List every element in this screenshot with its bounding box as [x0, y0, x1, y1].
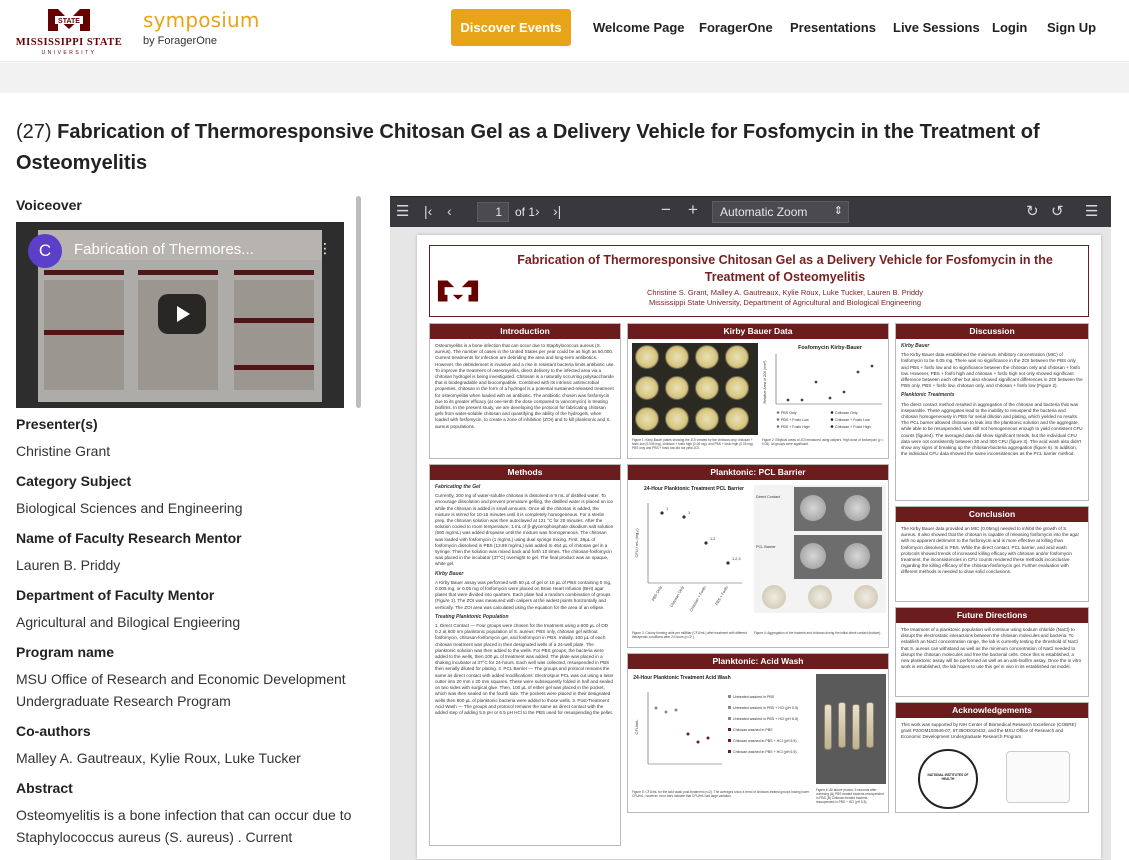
- acid-point: [697, 741, 700, 744]
- acid-legend-label: Untreated washed in PBS: [733, 695, 775, 699]
- agar-plate: [725, 345, 749, 369]
- kirby-legend-marker: [777, 425, 780, 428]
- acid-legend-marker: [728, 695, 731, 698]
- section-body: [896, 623, 1088, 677]
- acid-point: [687, 733, 690, 736]
- coauthors-label: Co-authors: [16, 723, 91, 739]
- acid-legend-label: Untreated washed in PBS + HCl (pH 6.5): [733, 717, 799, 721]
- zoom-in-icon[interactable]: +: [688, 200, 698, 219]
- category-label: Category Subject: [16, 473, 132, 489]
- agar-plate: [725, 407, 749, 431]
- agar-plate: [695, 376, 719, 400]
- abstract-label: Abstract: [16, 780, 73, 796]
- poster-section-kirby-bauer: [627, 323, 889, 459]
- kirby-legend-marker: [831, 418, 834, 421]
- pcl-barrier-photo: [794, 535, 882, 579]
- section-heading: Future Directions: [896, 608, 1088, 623]
- nav-live-sessions[interactable]: Live Sessions: [893, 20, 980, 35]
- department-value: Agricultural and Bilogical Engieering: [16, 614, 241, 630]
- pcl-point: [726, 561, 729, 564]
- cobre-logo-icon: [1006, 751, 1070, 803]
- presentation-number: (27): [16, 121, 52, 143]
- rotate-clockwise-icon[interactable]: ↻: [1026, 203, 1039, 220]
- acid-legend: [728, 695, 798, 754]
- methods-text: A Kirby Bauer assay was performed with 50 µL of gel or 10 µL of PBS containing 0 mg, 0.005 mg, or 0.05 mg of fosfomycin were placed on Brain Heart Infusion (BHI) agar plates that were divided into quarters. Each plate had a random combination of groups (Figure 1). The ZOI was measured with calipers at the widest points horizontally and vertically. The ZOI area was calculated using the equation for the area of an ellipse.: [435, 579, 612, 610]
- msu-m-icon: [46, 7, 92, 33]
- pcl-x-tick-label: Chitosan + Fosfo: [688, 585, 707, 613]
- pcl-significance-letter: 1: [666, 507, 669, 511]
- kirby-figure-2-caption: Figure 2: Elliptical areas of ZOI measured using calipers. High dose of fosfomycin (p < 0.05). All groups were significant.: [762, 438, 884, 447]
- poster-title-box: [429, 245, 1089, 317]
- kirby-point: [871, 365, 874, 368]
- pcl-figure-4-caption: Figure 4: Aggregation of the bacteria and chitosan during the initial direct contact (bottom).: [754, 631, 882, 635]
- kirby-point: [801, 399, 804, 402]
- section-heading: Methods: [430, 465, 620, 480]
- kirby-point: [815, 381, 818, 384]
- program-value: MSU Office of Research and Economic Development Undergraduate Research Program: [16, 671, 346, 709]
- section-heading: Planktonic: Acid Wash: [628, 654, 888, 669]
- zoom-select[interactable]: Automatic Zoom ⇕: [712, 201, 849, 223]
- pcl-x-tick-label: PBS Only: [651, 585, 663, 602]
- discussion-text: The direct contact method resulted in aggregation of the chitosan and bacteria that was inseparable. These aggregates lead to the inability to resuspend the bacteria and chitosan homogeneously in PBS for serial dilution and plating, which yielded no results. The PCL barrier allowed chitosan to leak into the planktonic solution and the aggregate, while able to be resuspended, was still not homogeneous enough to yield consistent CFU counts (figure4). The averaged data did show significant trends, but the individual CFU data were not consistently between 30 and 300 CFU (figure 3). The acid wash also didn't show any signs of breaking up the chitosan-bacteria aggregation (figure 6). In addition, the individual CFU data showed the same inconsistencies as the PCL barrier method.: [901, 401, 1083, 457]
- kirby-legend-marker: [777, 411, 780, 414]
- section-body: [896, 718, 1088, 748]
- pcl-point: [660, 511, 663, 514]
- poster-section-conclusion: [895, 506, 1089, 602]
- pcl-photos: [754, 485, 886, 613]
- nav-presentations[interactable]: Presentations: [790, 20, 876, 35]
- acid-point: [655, 707, 658, 710]
- discussion-text: The Kirby Bauer data established the minimum inhibitory concentration (MIC) of fosfomycin to be 0.05 mg. There was no significance in the ZOI between the PBS only and PBS + fosfo low and no significance between the chitosan only and chitosan + fosfo low. However, PBS + fosfo high and chitosan + fosfo high not only showed significant difference between each other but also showed significant differences in ZOI between the PBS only, PBS + fosfo low, chitosan only, and chitosan + fosfo low (Figure 2).: [901, 352, 1083, 389]
- tube-photo: [852, 704, 860, 750]
- first-page-icon[interactable]: |‹: [424, 203, 433, 219]
- pcl-point: [682, 515, 685, 518]
- acid-legend-marker: [728, 717, 731, 720]
- poster-author-list: Christine S. Grant, Malley A. Gautreaux, Kylie Roux, Luke Tucker, Lauren B. Priddy: [647, 288, 923, 297]
- sidebar-toggle-icon[interactable]: ☰: [396, 203, 410, 220]
- kirby-figure-1-caption: Figure 1: Kirby-Bauer plates showing the ZOI created by the chitosan-only, chitosan + fosfo low (0.005 mg), chitosan + fosfo high (0.05 mg), and PBS + fosfo high (0.05 mg). PBS only and PBS + fosfo low did not yield ZOI.: [632, 438, 754, 451]
- header-band: [0, 63, 1129, 93]
- discussion-subheading: Planktonic Treatments: [901, 392, 955, 399]
- pcl-xlabels: [651, 585, 729, 612]
- acid-point: [675, 709, 678, 712]
- well-photo: [800, 495, 826, 521]
- presentation-title-text: Fabrication of Thermoresponsive Chitosan Gel as a Delivery Vehicle for Fosfomycin in the Treatment of Osteomyelitis: [16, 121, 1040, 174]
- play-button-icon[interactable]: [158, 294, 206, 334]
- tube-photo: [824, 704, 832, 750]
- presentation-title: [16, 117, 1111, 179]
- methods-subheading: Fabricating the Gel: [435, 484, 481, 490]
- pdf-page: [417, 235, 1101, 859]
- conclusion-text: The Kirby Bauer data provided an MIC (0.05mg) needed to inhibit the growth of S. aureus. It also showed that the chitosan is capable of releasing fosfomycin into the agar with no apparent detriment to the fosfomycin and is more effective at killing than fosfomycin dissolved in PBS. While the direct contact, PCL barrier, and acid wash protocols showed trends of increased killing efficacy with chitosan and/or fosfomycin treatment, the inconsistencies in CFU counts rendered these methods inconclusive regarding the killing efficacy of the chitosan-fosfomycin gel. Further evaluation with different methods is needed to draw solid conclusions.: [901, 526, 1079, 575]
- poster-affiliation: Mississippi State University, Department of Agricultural and Biological Engineering: [648, 298, 922, 307]
- nih-logo-icon: [918, 749, 978, 809]
- abstract-value: Osteomyelitis is a bone infection that can occur due to Staphylococcus aureus (S. aureus) . Current: [16, 807, 352, 845]
- pcl-x-tick-label: PBS + Fosfo: [714, 585, 729, 607]
- acid-legend-marker: [728, 728, 731, 731]
- agar-plate: [725, 376, 749, 400]
- coauthors-value: Malley A. Gautreaux, Kylie Roux, Luke Tucker: [16, 750, 301, 766]
- acid-chart-ylabel: CFU/mL: [634, 719, 639, 735]
- tools-menu-icon[interactable]: ☰: [1085, 203, 1099, 220]
- pcl-significance-letter: 1: [688, 511, 691, 515]
- acid-chart-title: 24-Hour Planktonic Treatment Acid Wash: [633, 675, 731, 681]
- poster-section-methods: [429, 464, 621, 846]
- poster-section-introduction: [429, 323, 621, 459]
- acid-wash-chart: [632, 672, 812, 788]
- kirby-chart-ylabel: Relative Area of ZOI (mm²): [763, 360, 767, 404]
- acid-legend-label: Untreated washed in PBS + HCl (pH 5.5): [733, 706, 799, 710]
- previous-page-icon[interactable]: ‹: [447, 203, 452, 219]
- logo-mark-text: STATE: [58, 18, 80, 25]
- presenters-value: Christine Grant: [16, 443, 111, 459]
- acid-legend-label: Chitosan washed in PBS + HCl (pH 6.5): [733, 750, 797, 754]
- site-header: [0, 0, 1129, 62]
- methods-text: 1. Direct Contact — Four groups were chosen for the treatment using a 600 µL of OD 0.2 at 600 nm planktonic population of S. aureus: PBS only, chitosan gel without fosfomycin, chitosan-fosfomycin gel, and fosfomycin in PBS. Initially, 100 µL of each chitosan treatment was placed in their designated wells of a 24-well plate. The planktonic solution was then added to the wells. For PBS groups, the bacteria were added to the wells, then 100 µL of treatment was added. The plate was placed in a shaking incubator at 37°C for 24-hours. Each well was collected, resuspended in PBS then serially diluted for plating. 2. PCL Barrier — The groups and protocol remains the same as direct contact with added modifications: Electrospun PCL was cut using a laser cutter into 20 mm x 20 mm squares. These were subsequently folded in half and sealed on two sides with surgical glue. Then, 100 µL of either gel was placed in the pocket, which was then sealed on the fourth side. The pockets were placed in their designated wells then 600 µL of planktonic bacteria were added to those wells. 3. Post-Treatment Acid Wash — The groups and protocol remains the same as direct contact with the added step of adding 5.5 pH or 6.5 pH HCl to the PBS used for resuspending the pellet.: [435, 623, 614, 715]
- left-panel-scrollbar[interactable]: [356, 196, 361, 408]
- zoom-out-icon[interactable]: −: [661, 200, 671, 219]
- kirby-point: [829, 397, 832, 400]
- nav-foragerone[interactable]: ForagerOne: [699, 20, 773, 35]
- brand-name: symposium: [143, 8, 260, 32]
- tube-photo: [838, 702, 846, 748]
- kirby-legend-marker: [831, 425, 834, 428]
- pcl-point: [704, 541, 707, 544]
- acid-legend-marker: [728, 739, 731, 742]
- agar-plate: [695, 345, 719, 369]
- agar-plate: [635, 345, 659, 369]
- acid-legend-label: Chitosan washed in PBS + HCl (pH 5.5): [733, 739, 797, 743]
- poster-section-future-directions: [895, 607, 1089, 697]
- poster-authors: [490, 288, 1080, 308]
- poster-section-discussion: [895, 323, 1089, 501]
- methods-subheading: Treating Planktonic Population: [435, 613, 509, 620]
- acid-legend-marker: [728, 706, 731, 709]
- nav-sign-up[interactable]: Sign Up: [1047, 20, 1097, 35]
- poster-msu-logo-icon: [436, 278, 480, 304]
- pcl-x-tick-label: Chitosan Only: [669, 585, 685, 609]
- agar-plate: [665, 407, 689, 431]
- well-photo: [844, 495, 870, 521]
- voiceover-video[interactable]: [16, 222, 344, 408]
- pcl-chart-ylabel: CFU / mL (log₁₀): [634, 528, 639, 558]
- section-body: [430, 480, 620, 723]
- plate-photo: [762, 585, 786, 609]
- section-body: [896, 339, 1088, 464]
- agar-plate: [635, 376, 659, 400]
- section-body: [430, 339, 620, 437]
- kirby-legend-label: PBS + Fosfo Low: [781, 418, 809, 422]
- last-page-icon[interactable]: ›|: [553, 203, 562, 219]
- more-vert-icon[interactable]: ⋮: [318, 240, 332, 256]
- category-value: Biological Sciences and Engineering: [16, 500, 243, 516]
- mentor-value: Lauren B. Priddy: [16, 557, 121, 573]
- acid-point: [665, 711, 668, 714]
- plate-photo: [808, 585, 832, 609]
- agar-plate: [665, 345, 689, 369]
- future-text: The treatment of a planktonic population will continue using sodium chloride (NaCl) to disrupt the electrostatic interactions between the chitosan molecules and bacteria. To establish an NaCl concentration range, the lab is currently testing the threshold of NaCl that S. aureus can withstand as well as the minimum concentration of NaCl needed to disrupt the chitosan molecules and free the bacterial cells. Once this is established, a new planktonic assay will be performed as well as an anti-biofilm assay. Once the in vitro work is established, the lab hopes to use this gel in vivo in its established rat model.: [901, 627, 1082, 670]
- kirby-legend-marker: [831, 411, 834, 414]
- acid-legend-marker: [728, 750, 731, 753]
- presenters-label: Presenter(s): [16, 416, 98, 432]
- brand-byline: by ForagerOne: [143, 35, 217, 47]
- video-title[interactable]: Fabrication of Thermores...: [74, 241, 254, 258]
- nav-welcome-page[interactable]: Welcome Page: [593, 20, 685, 35]
- acid-points: [655, 707, 710, 744]
- kirby-point: [857, 371, 860, 374]
- kirby-legend: [777, 411, 871, 429]
- tube-photo: [866, 702, 874, 748]
- plate-photo: [854, 585, 878, 609]
- logo-university-sub: UNIVERSITY: [41, 50, 97, 56]
- pcl-points: [660, 507, 740, 565]
- acid-legend-label: Chitosan washed in PBS: [733, 728, 773, 732]
- pcl-significance-letter: 1,2: [710, 537, 716, 541]
- pcl-plates-row: [762, 585, 882, 611]
- pcl-chart-title: 24-Hour Planktonic Treatment PCL Barrier: [644, 486, 744, 492]
- acid-figure-6-caption: Figure 6: All above photos: 5 seconds after vortexing (A) PBS treated bacteria resuspended in PBS (B) Chitosan treated bacteria resuspended in PBS + HCl (pH 5.5).: [816, 788, 884, 804]
- poster-section-acknowledgements: [895, 702, 1089, 813]
- well-photo: [800, 543, 826, 569]
- poster-section-acid-wash: [627, 653, 889, 813]
- symposium-brand[interactable]: [143, 8, 260, 47]
- pcl-significance-letter: 1,2,3: [732, 557, 741, 561]
- section-heading: Introduction: [430, 324, 620, 339]
- acid-point: [707, 737, 710, 740]
- section-heading: Planktonic: PCL Barrier: [628, 465, 888, 480]
- channel-avatar[interactable]: C: [28, 234, 62, 268]
- nav-login[interactable]: Login: [992, 20, 1028, 35]
- kirby-legend-marker: [777, 418, 780, 421]
- kirby-chart-title: Fosfomycin Kirby-Bauer: [798, 345, 862, 351]
- methods-text: Currently, 200 mg of water-soluble chitosan is dissolved in 9 mL of distilled water. To encourage dissolution and prevent premature gelling, the distilled water is placed on ice while the chitosan is added in small amounts. Once all the chitosan is added, the mixture is stirred for 10-15 minutes until it is completely homogeneous. For a sterile prep, the chitosan solution was then autoclaved at 121 °C for 20 minutes. After the solution cooled to room temperature, 1 mL of β-glycerophosphate disodium salt solution (560 mg/mL) was added dropwise until the mixture was homogeneous. The chitosan was loaded with fosfomycin (1 mg/mL) using dual syringe mixing. First, 36µL of fosfomycin dissolved in PBS (13.89 mg/mL) was added to 464 µL of chitosan gel in a syringe. Then the solution was mixed back and forth 10 times. The chitosan-fosfomycin was placed in the incubator (37°C) overnight to gel. The final product was an opaque, white gel.: [435, 493, 614, 567]
- kirby-legend-label: Chitosan Only: [835, 411, 858, 415]
- pcl-barrier-chart: [632, 483, 750, 629]
- msu-logo[interactable]: [10, 7, 128, 57]
- poster-title: Fabrication of Thermoresponsive Chitosan Gel as a Delivery Vehicle for Fosfomycin in the Treatment of Osteomyelitis: [517, 253, 1053, 284]
- kirby-plates-photo: [632, 343, 758, 435]
- pcl-figure-3-caption: Figure 3: Colony forming units per milliliter (CFU/mL) after treatment with different therapeutic conditions after 24 hours (n=3+).: [632, 631, 747, 639]
- discussion-subheading: Kirby Bauer: [901, 343, 930, 349]
- kirby-point: [787, 399, 790, 402]
- section-heading: Conclusion: [896, 507, 1088, 522]
- page-number-input[interactable]: 1: [477, 202, 509, 222]
- kirby-legend-label: PBS Only: [781, 411, 797, 415]
- voiceover-label: Voiceover: [16, 197, 82, 213]
- next-page-icon[interactable]: ›: [535, 203, 540, 219]
- logo-university-name: MISSISSIPPI STATE: [15, 37, 123, 48]
- discover-events-button[interactable]: Discover Events: [451, 9, 571, 46]
- mentor-label: Name of Faculty Research Mentor: [16, 530, 242, 546]
- rotate-counterclockwise-icon[interactable]: ↺: [1051, 203, 1064, 220]
- section-heading: Discussion: [896, 324, 1088, 339]
- agar-plate: [695, 407, 719, 431]
- kirby-bauer-chart: [762, 342, 886, 438]
- section-heading: Acknowledgements: [896, 703, 1088, 718]
- kirby-legend-label: Chitosan + Fosfo Low: [835, 418, 870, 422]
- intro-text: Osteomyelitis is a bone infection that can occur due to Staphylococcus aureus (S. aureus). The number of cases in the United States per year could be as high as 50,000. Current treatments for infection are debriding the area and long-term antibiotics. However, the debridement is invasive and a rise in resistant bacteria limits antibiotic use. To improve the treatment of osteomyelitis, direct delivery to the infected area via a chitosan hydrogel is being investigated. Chitosan is a naturally occurring polysaccharide that is biodegradable and biocompatible. Combined with its intrinsic antimicrobial properties, chitosan in the form of a hydrogel is a potential sustained-released treatment for osteomyelitis when loaded with an antibiotic. The antibiotic chosen was fosfomycin due to its greater efficacy (at one-tenth the dose compared to vancomycin) in treating biofilms. In the present study, we are developing the protocol for fabricating chitosan gels from water-soluble chitosan and quantifying the ability of the hydrogels, when loaded with fosfomycin, to create a zone of inhibition (ZOI) and to kill planktonic and S. aureus populations.: [435, 343, 615, 429]
- department-label: Department of Faculty Mentor: [16, 587, 215, 603]
- pcl-photo-label: PCL Barrier: [756, 545, 776, 549]
- direct-contact-photo: [794, 487, 882, 531]
- section-heading: Kirby Bauer Data: [628, 324, 888, 339]
- pdf-toolbar: [390, 197, 1111, 227]
- acid-figure-5-caption: Figure 5: CFU/mL for the acid wash post-treatment (n=2). The averages show a trend of chitosan-treated groups having lower CFU/mL; however, error bars indicate that CFU/mL had large variation.: [632, 790, 810, 798]
- nih-logo-text: NATIONAL INSTITUTES OF HEALTH: [927, 773, 969, 781]
- program-label: Program name: [16, 644, 115, 660]
- acid-wash-tubes-photo: [816, 674, 886, 784]
- agar-plate: [635, 407, 659, 431]
- kirby-point: [843, 391, 846, 394]
- poster-section-pcl-barrier: [627, 464, 889, 648]
- section-body: [896, 522, 1088, 583]
- kirby-points: [787, 365, 874, 402]
- kirby-legend-label: Chitosan + Fosfo High: [835, 425, 871, 429]
- pdf-viewer: [390, 196, 1111, 860]
- methods-subheading: Kirby Bauer: [435, 570, 464, 577]
- pcl-photo-label: Direct Contact: [756, 495, 781, 499]
- agar-plate: [665, 376, 689, 400]
- ack-text: This work was supported by NIH Center of Biomedical Research Excellence (COBRE) grant P20GM103646-07, 5T35OD010432, and the MSU Office of Research and Economic Development Undergraduate Research Program.: [901, 722, 1077, 740]
- kirby-legend-label: PBS + Fosfo High: [781, 425, 810, 429]
- page-count: of 1: [515, 205, 536, 219]
- well-photo: [844, 543, 870, 569]
